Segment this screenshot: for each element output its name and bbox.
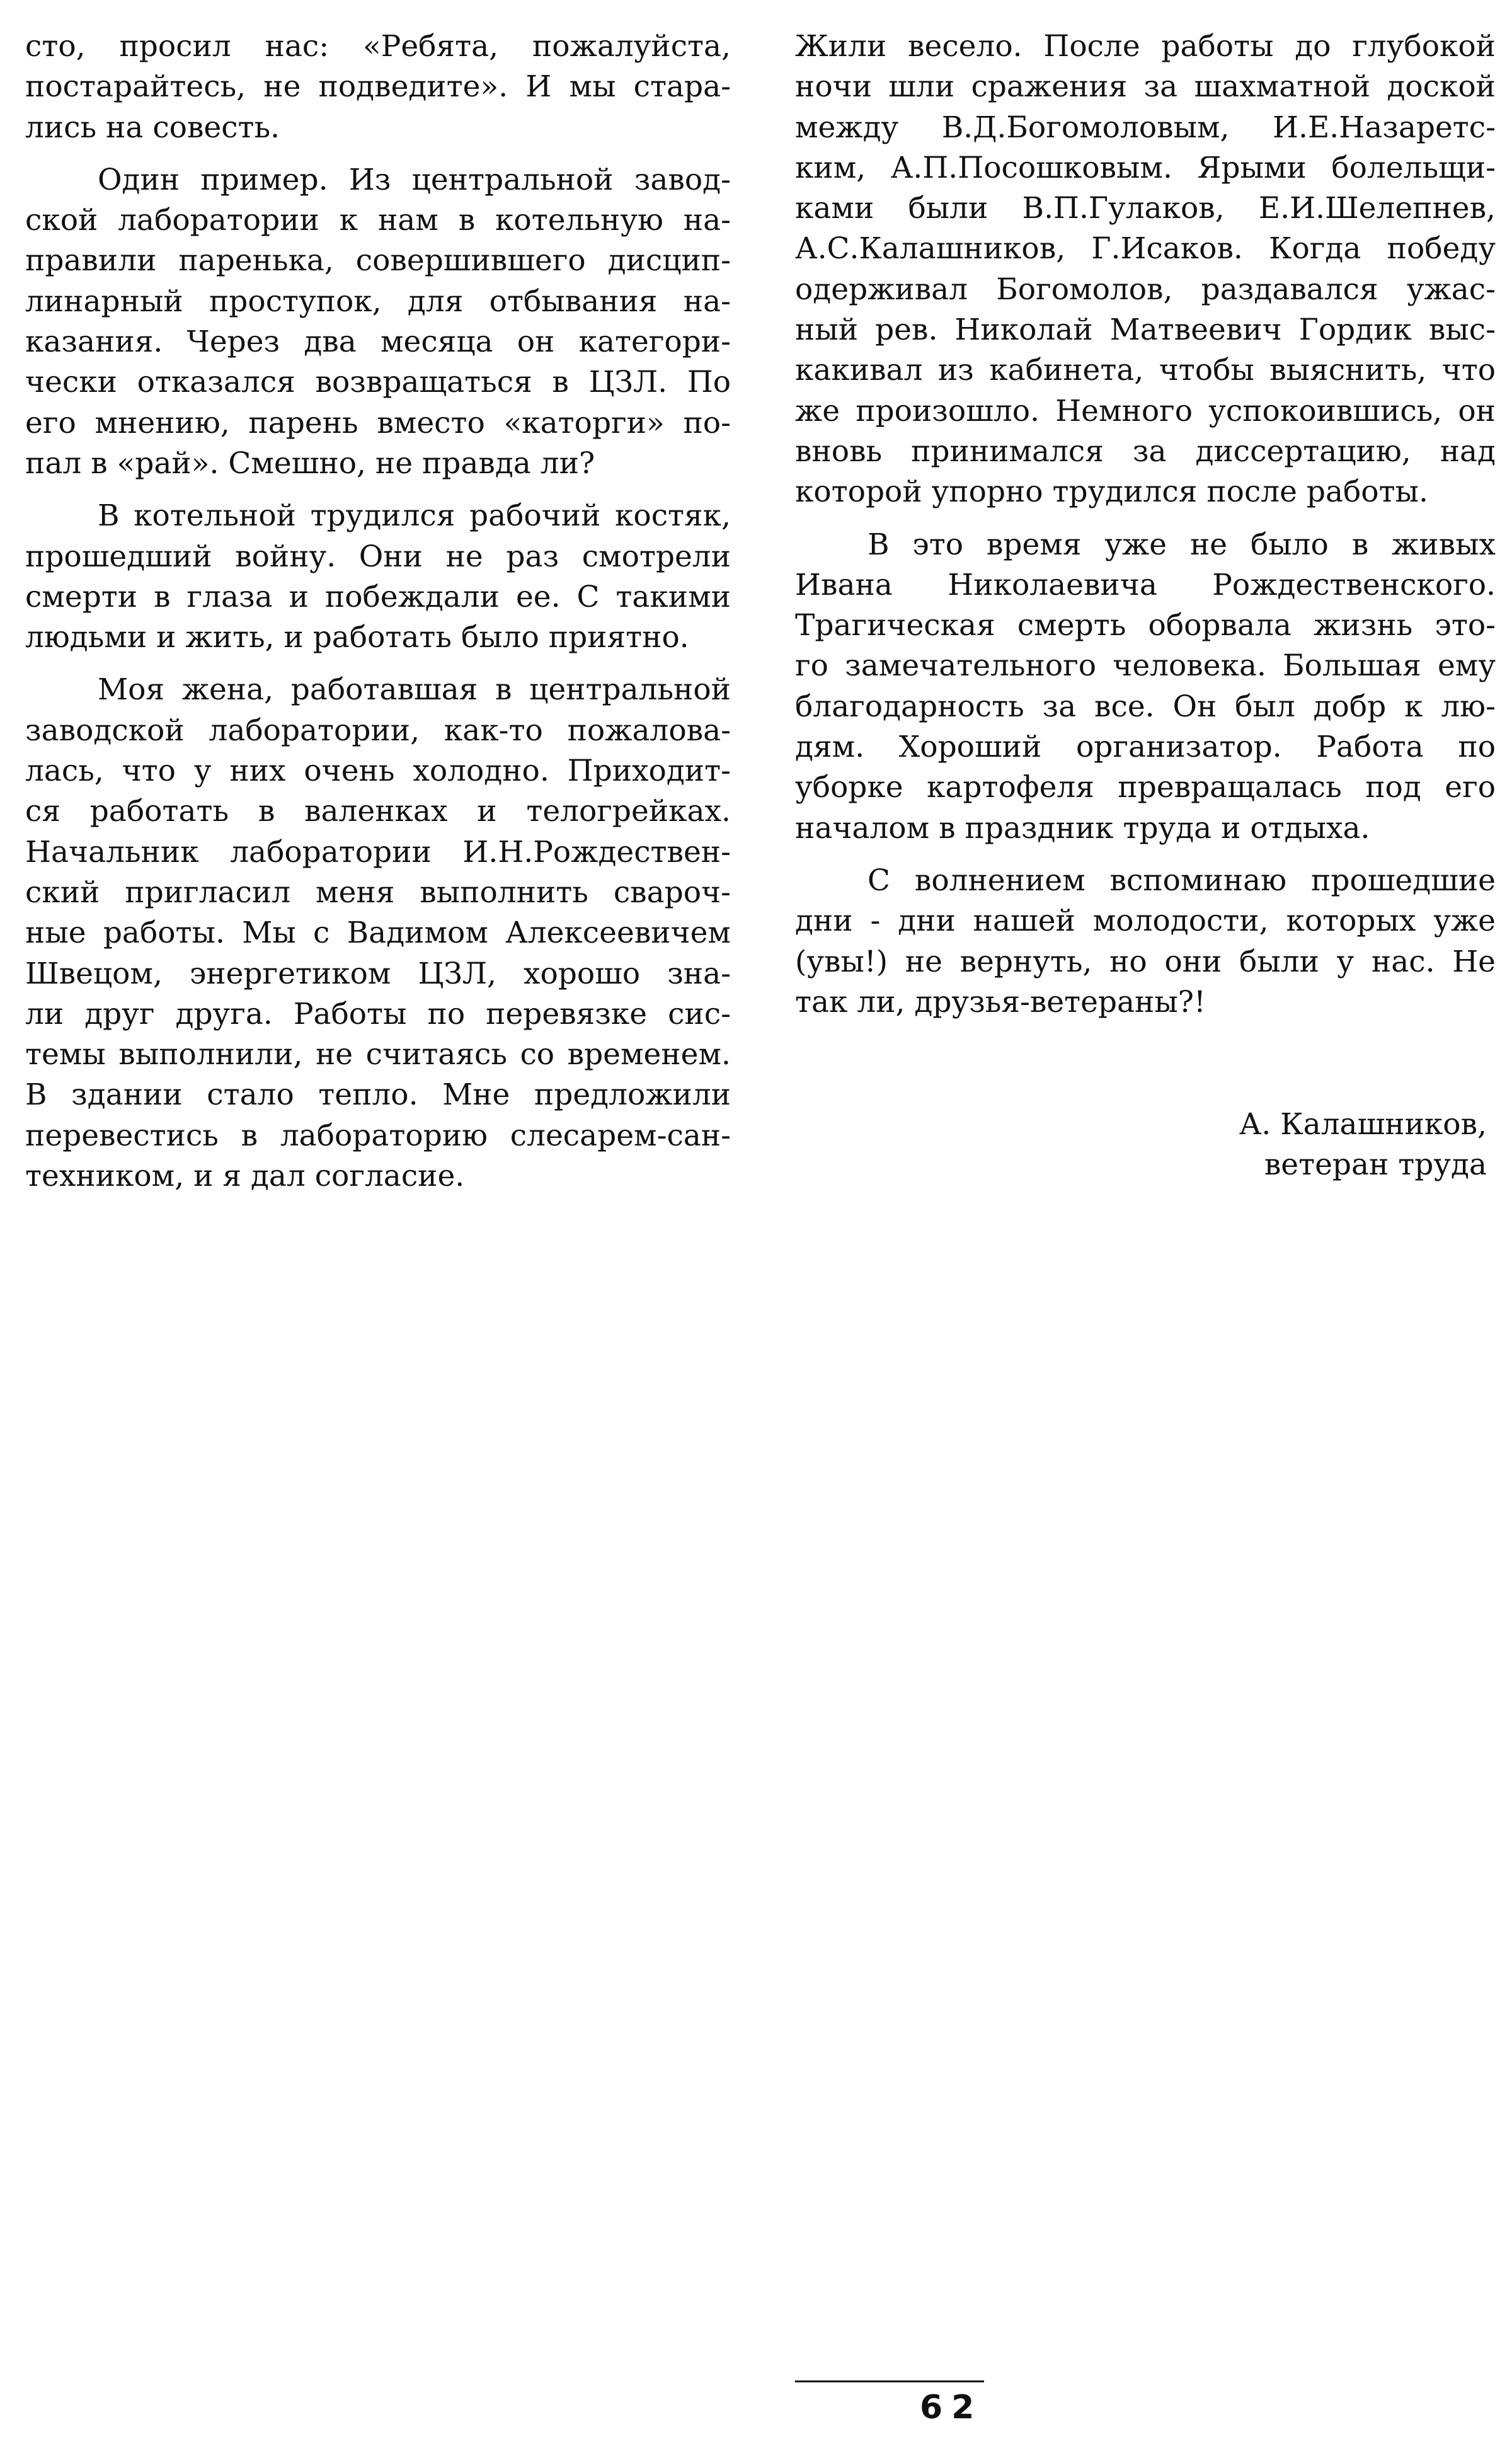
text-line: ся работать в валенках и телогрейках. [25, 794, 731, 829]
text-line: его мнению, парень вместо «каторги» по- [25, 405, 731, 440]
text-line: благодарность за все. Он был добр к лю- [795, 689, 1496, 724]
paragraph [25, 670, 731, 1197]
text-line: В это время уже не было в живых [868, 527, 1496, 562]
text-line: которой упорно трудился после работы. [795, 474, 1428, 510]
text-line: Жили весело. После работы до глубокой [795, 29, 1496, 64]
paragraph [25, 496, 731, 658]
paragraph [25, 26, 731, 148]
text-line: постарайтесь, не подведите». И мы стара- [25, 69, 731, 105]
text-line: ской лаборатории к нам в котельную на- [25, 203, 731, 238]
author-title: ветеран труда [1264, 1147, 1487, 1183]
text-line: уборке картофеля превращалась под его [795, 770, 1496, 805]
footer-rule [795, 2380, 984, 2382]
text-line: ский пригласил меня выполнить свароч- [25, 875, 731, 910]
text-line: же произошло. Немного успокоившись, он [795, 393, 1496, 428]
page-number: 62 [920, 2389, 983, 2426]
text-line: заводской лаборатории, как-то пожалова- [25, 713, 731, 748]
text-line: техником, и я дал согласие. [25, 1159, 465, 1194]
paragraph [795, 861, 1496, 1023]
right-column [795, 26, 1496, 1023]
text-line: Начальник лаборатории И.Н.Рождествен- [25, 834, 731, 870]
text-line: ночи шли сражения за шахматной доской [795, 69, 1496, 105]
paragraph [25, 160, 731, 484]
text-line: (увы!) не вернуть, но они были у нас. Не [795, 944, 1496, 979]
text-line: В здании стало тепло. Мне предложили [25, 1077, 731, 1113]
text-line: ким, А.П.Посошковым. Ярыми болельщи- [795, 150, 1496, 185]
text-line: ли друг друга. Работы по перевязке сис- [25, 996, 731, 1031]
text-line: пал в «рай». Смешно, не правда ли? [25, 445, 595, 481]
text-line: лись на совесть. [25, 110, 280, 145]
text-line: людьми и жить, и работать было приятно. [25, 620, 689, 655]
text-line: ный рев. Николай Матвеевич Гордик выс- [795, 313, 1496, 348]
text-line: ками были В.П.Гулаков, Е.И.Шелепнев, [795, 191, 1496, 226]
author-signature [1239, 1105, 1487, 1186]
text-line: В котельной трудился рабочий костяк, [98, 498, 731, 534]
text-line: А.С.Калашников, Г.Исаков. Когда победу [795, 231, 1496, 267]
text-line: правили паренька, совершившего дисцип- [25, 243, 731, 278]
text-line: одерживал Богомолов, раздавался ужас- [795, 272, 1496, 307]
text-line: С волнением вспоминаю прошедшие [868, 863, 1496, 898]
text-line: Моя жена, работавшая в центральной [98, 672, 731, 708]
text-line: так ли, друзья-ветераны?! [795, 984, 1206, 1019]
paragraph [795, 525, 1496, 849]
author-name: А. Калашников, [1239, 1107, 1487, 1142]
text-line: Трагическая смерть оборвала жизнь это- [795, 608, 1496, 643]
text-line: какивал из кабинета, чтобы выяснить, что [795, 353, 1496, 388]
text-line: началом в праздник труда и отдыха. [795, 810, 1370, 846]
text-line: чески отказался возвращаться в ЦЗЛ. По [25, 365, 731, 400]
text-line: Ивана Николаевича Рождественского. [795, 567, 1496, 602]
text-line: го замечательного человека. Большая ему [795, 648, 1496, 684]
text-line: смерти в глаза и побеждали ее. С такими [25, 579, 731, 614]
text-line: сто, просил нас: «Ребята, пожалуйста, [25, 29, 731, 64]
text-line: линарный проступок, для отбывания на- [25, 284, 731, 319]
left-column [25, 26, 731, 1197]
text-line: казания. Через два месяца он категори- [25, 324, 731, 360]
text-line: Один пример. Из центральной завод- [98, 162, 731, 197]
text-line: ные работы. Мы с Вадимом Алексеевичем [25, 916, 731, 951]
text-line: лась, что у них очень холодно. Приходит- [25, 754, 731, 789]
text-line: между В.Д.Богомоловым, И.Е.Назаретс- [795, 110, 1496, 145]
text-line: дям. Хороший организатор. Работа по [795, 730, 1496, 765]
paragraph [795, 26, 1496, 513]
text-line: Швецом, энергетиком ЦЗЛ, хорошо зна- [25, 956, 731, 991]
text-line: прошедший войну. Они не раз смотрели [25, 539, 731, 574]
text-line: дни - дни нашей молодости, которых уже [795, 904, 1496, 939]
text-line: вновь принимался за диссертацию, над [795, 434, 1496, 469]
text-line: темы выполнили, не считаясь со временем. [25, 1037, 731, 1072]
text-line: перевестись в лабораторию слесарем-сан- [25, 1118, 731, 1153]
